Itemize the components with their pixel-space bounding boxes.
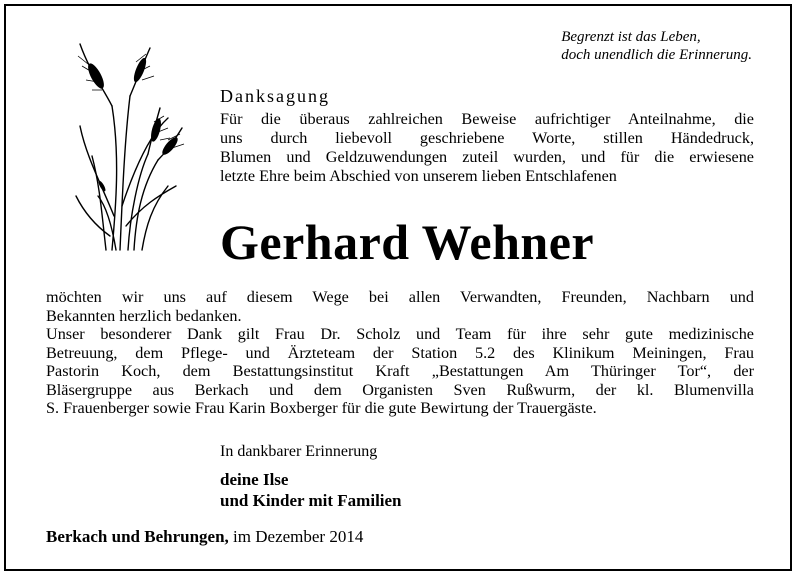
place-date-text: im Dezember 2014 — [233, 527, 364, 546]
intro-paragraph — [220, 110, 754, 186]
place-date — [46, 527, 363, 547]
place-location: Berkach und Behrungen, — [46, 527, 229, 546]
signer-line-1: deine Ilse — [220, 470, 289, 489]
signers — [220, 469, 402, 511]
intro-line: letzte Ehre beim Abschied von unserem lieben Entschlafenen — [220, 167, 617, 185]
body-line: Pastorin Koch, dem Bestattungsinstitut Kraft „Bestattungen Am Thüringer Tor“, der — [46, 362, 754, 380]
intro-line: uns durch liebevoll geschriebene Worte, stillen Händedruck, — [220, 129, 754, 147]
body-line: Bläsergruppe aus Berkach und dem Organisten Sven Rußwurm, der kl. Blumenvilla — [46, 380, 754, 399]
body-line: Unser besonderer Dank gilt Frau Dr. Scholz und Team für ihre sehr gute medizinische — [46, 325, 754, 343]
body-line: möchten wir uns auf diesem Wege bei allen Verwandten, Freunden, Nachbarn und — [46, 288, 754, 306]
thanks-paragraph — [46, 288, 754, 418]
signer-line-2: und Kinder mit Familien — [220, 491, 402, 510]
wheat-ears-icon — [72, 36, 190, 258]
closing-phrase: In dankbarer Erinnerung — [220, 443, 378, 460]
motto-line-2: doch unendlich die Erinnerung. — [561, 47, 752, 63]
intro-line: Für die überaus zahlreichen Beweise aufrichtiger Anteilnahme, die — [220, 110, 754, 128]
intro-line: Blumen und Geldzuwendungen zuteil wurden, und für die erwiesene — [220, 148, 754, 166]
body-line: Bekannten herzlich bedanken. — [46, 306, 242, 325]
motto — [561, 28, 752, 64]
heading-danksagung: Danksagung — [220, 86, 330, 106]
deceased-name: Gerhard Wehner — [220, 214, 595, 270]
body-line: S. Frauenberger sowie Frau Karin Boxberger für die gute Bewirtung der Trauergäste. — [46, 399, 597, 417]
body-line: Betreuung, dem Pflege- und Ärzteteam der Station 5.2 des Klinikum Meiningen, Frau — [46, 343, 754, 362]
motto-line-1: Begrenzt ist das Leben, — [561, 29, 701, 45]
